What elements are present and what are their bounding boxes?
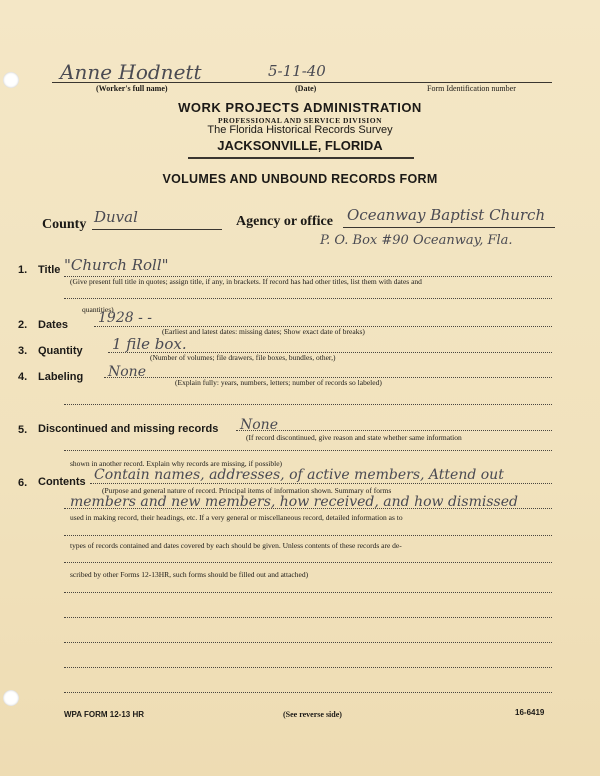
blank-line [64,617,552,618]
labeling-instructions: (Explain fully: years, numbers, letters; number of records so labeled) [175,378,382,387]
discontinued-label: Discontinued and missing records [38,423,219,435]
item-number: 4. [18,371,28,383]
header-agency: WORK PROJECTS ADMINISTRATION [178,100,422,115]
footer-code: 16-6419 [515,708,545,717]
header-division: PROFESSIONAL AND SERVICE DIVISION [218,116,382,125]
worker-name-label: (Worker's full name) [96,84,168,93]
blank-line [64,592,552,593]
punch-hole [3,690,19,706]
item-number: 5. [18,424,28,436]
form-title: VOLUMES AND UNBOUND RECORDS FORM [162,172,438,186]
quantity-value: 1 file box. [112,335,187,353]
contents-label: Contents [38,476,86,488]
field-line [64,508,552,509]
field-line [64,450,552,451]
county-label: County [42,217,87,232]
item-number: 1. [18,264,28,276]
punch-hole [3,72,19,88]
agency-label: Agency or office [236,214,333,229]
blank-line [64,642,552,643]
discontinued-value: None [240,417,278,433]
header-field-line [52,82,552,83]
footer-reverse-note: (See reverse side) [283,710,342,719]
contents-instructions-3: types of records contained and dates covered by each should be given. Unless contents of these records are de- [70,541,402,550]
item-number: 6. [18,477,28,489]
contents-instructions-1: (Purpose and general nature of record. Principal items of information shown. Summary of forms [102,486,392,495]
agency-value: Oceanway Baptist Church [347,206,546,224]
field-line [64,404,552,405]
quantity-instructions: (Number of volumes; file drawers, file boxes, bundles, other,) [150,353,336,362]
worker-name-value: Anne Hodnett [60,60,202,84]
quantity-label: Quantity [38,345,83,357]
discontinued-instructions-2: shown in another record. Explain why records are missing, if possible) [70,459,283,468]
contents-value-line2: members and new members, how received, and how dismissed [70,494,518,510]
field-line [64,562,552,563]
dates-instructions: (Earliest and latest dates: missing dates; Show exact date of breaks) [162,327,365,336]
field-line [236,430,552,431]
title-instructions: (Give present full title in quotes; assign title, if any, in brackets. If record has had other titles, list them with dates and [70,277,422,286]
dates-label: Dates [38,319,68,331]
header-survey: The Florida Historical Records Survey [207,124,393,136]
field-line [64,535,552,536]
labeling-value: None [108,364,146,380]
county-value: Duval [94,208,138,226]
field-line [90,483,552,484]
date-value: 5-11-40 [268,62,326,80]
blank-line [64,667,552,668]
form-id-label: Form Identification number [427,84,516,93]
title-instructions-2: quantities) [82,305,114,314]
footer-form-number: WPA FORM 12-13 HR [64,710,145,719]
blank-line [64,692,552,693]
item-number: 2. [18,319,28,331]
discontinued-instructions: (If record discontinued, give reason and state whether same information [246,433,462,442]
county-line [92,229,222,230]
contents-instructions-2: used in making record, their headings, etc. If a very general or miscellaneous record, detailed information as to [70,513,403,522]
contents-value-line1: Contain names, addresses, of active members, Attend out [94,467,504,483]
labeling-label: Labeling [38,371,84,383]
header-rule [188,157,414,159]
agency-address: P. O. Box #90 Oceanway, Fla. [320,233,513,248]
agency-line [343,227,555,228]
header-city: JACKSONVILLE, FLORIDA [217,138,383,153]
field-line [64,298,552,299]
title-value: "Church Roll" [64,256,169,274]
contents-instructions-4: scribed by other Forms 12-13HR, such forms should be filled out and attached) [70,570,309,579]
dates-value: 1928 - - [98,310,152,326]
item-number: 3. [18,345,28,357]
date-label: (Date) [295,84,317,93]
title-label: Title [38,264,61,276]
